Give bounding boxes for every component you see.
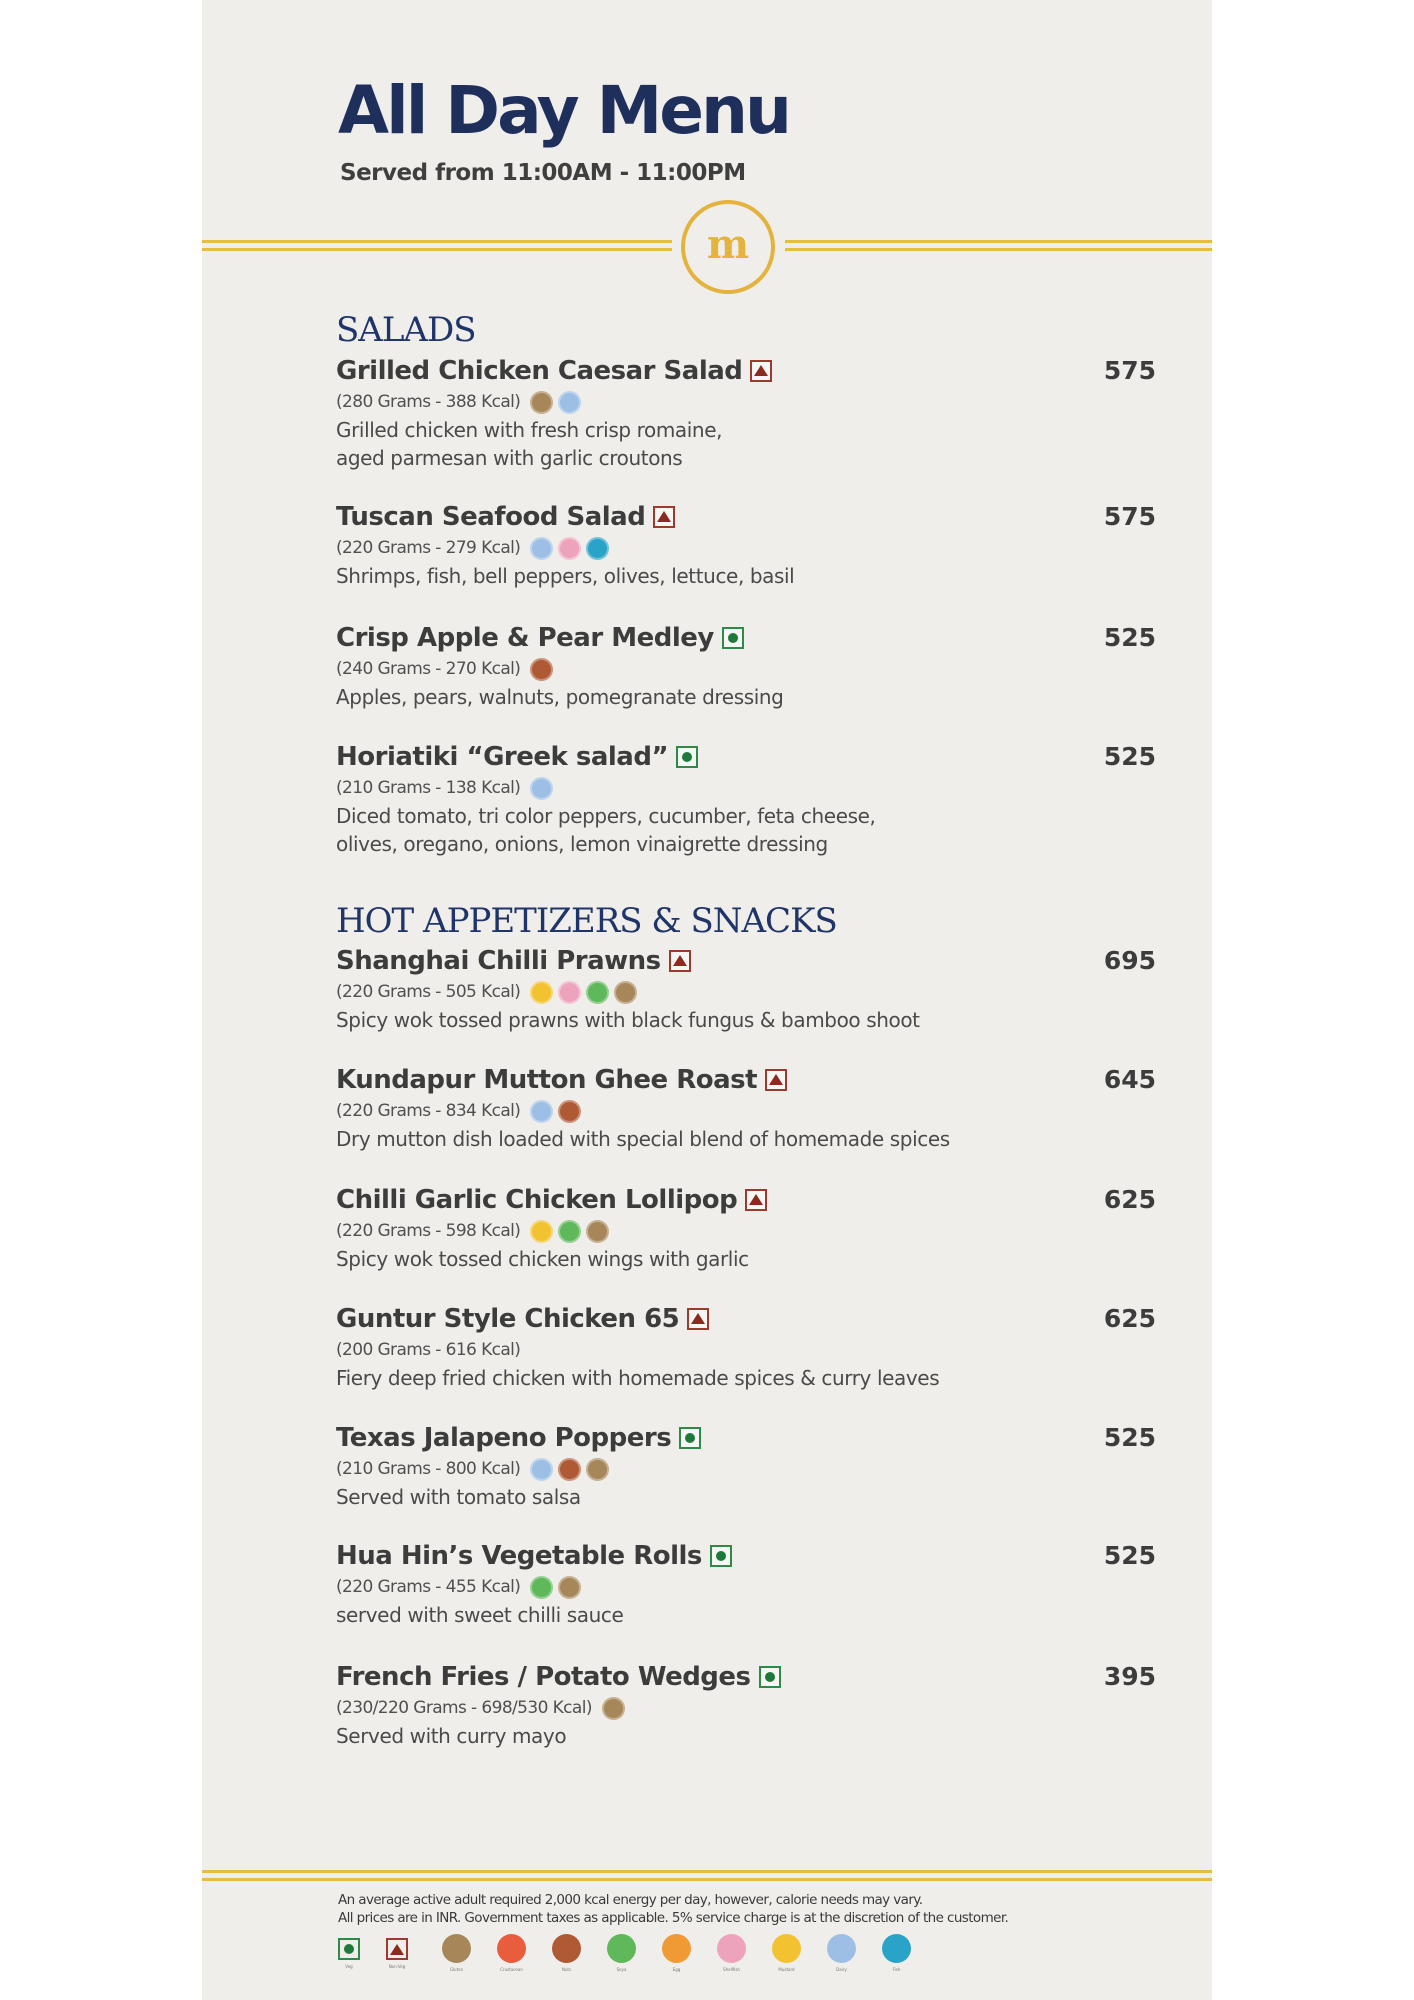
allergen-i-icon [586,537,609,560]
legend-label: Dairy [836,1967,847,1972]
allergen-e-icon [662,1934,691,1963]
item-portion-calories: (210 Grams - 800 Kcal) [336,1459,521,1479]
item-name: Kundapur Mutton Ghee Roast [336,1065,758,1095]
item-portion-calories: (280 Grams - 388 Kcal) [336,392,521,412]
item-name: Chilli Garlic Chicken Lollipop [336,1185,738,1215]
item-meta-row [336,774,1156,802]
allergen-icons [520,1100,581,1123]
item-price: 645 [1103,1065,1156,1094]
footer-divider [202,1878,1212,1881]
legend-item [717,1934,746,1972]
allergen-h-icon [530,777,553,800]
item-portion-calories: (210 Grams - 138 Kcal) [336,778,521,798]
allergen-a-icon [602,1697,625,1720]
allergen-a-icon [530,391,553,414]
allergen-h-icon [530,1458,553,1481]
allergen-icons [592,1697,625,1720]
item-name-row [336,1302,1156,1336]
item-meta-row [336,655,1156,683]
section-title-hot-appetizers: HOT APPETIZERS & SNACKS [336,901,837,941]
non-veg-icon [386,1938,408,1960]
allergen-icons [520,537,609,560]
menu-item [336,1421,1156,1511]
menu-item [336,1539,1156,1629]
allergen-d-icon [607,1934,636,1963]
header-divider [202,248,672,251]
item-price: 525 [1103,623,1156,652]
allergen-icons [520,1220,609,1243]
footer-note-prices: All prices are in INR. Government taxes as applicable. 5% service charge is at the discretion of the customer. [338,1910,1009,1926]
item-price: 525 [1103,1423,1156,1452]
item-description: olives, oregano, onions, lemon vinaigrette dressing [336,832,828,856]
item-name: Tuscan Seafood Salad [336,502,646,532]
legend-item [827,1934,856,1972]
allergen-icons [520,1458,609,1481]
allergen-legend [338,1934,937,1972]
veg-icon [759,1666,781,1688]
allergen-icons [520,391,581,414]
item-description: Fiery deep fried chicken with homemade spices & curry leaves [336,1366,940,1390]
serving-hours: Served from 11:00AM - 11:00PM [340,160,746,186]
legend-label: Non-Veg [388,1964,406,1969]
item-meta-row [336,534,1156,562]
item-name: Horiatiki “Greek salad” [336,742,669,772]
allergen-d-icon [558,1220,581,1243]
item-meta-row [336,978,1156,1006]
menu-item [336,1660,1156,1750]
item-portion-calories: (220 Grams - 598 Kcal) [336,1221,521,1241]
allergen-a-icon [442,1934,471,1963]
legend-item [442,1934,471,1972]
allergen-icons [520,981,637,1004]
non-veg-icon [669,950,691,972]
item-description: Shrimps, fish, bell peppers, olives, lettuce, basil [336,564,795,588]
item-name-row [336,621,1156,655]
allergen-a-icon [558,1576,581,1599]
item-meta-row [336,1694,1156,1722]
allergen-h-icon [827,1934,856,1963]
footer-note-calories: An average active adult required 2,000 kcal energy per day, however, calorie needs may vary. [338,1892,923,1908]
item-name-row [336,1539,1156,1573]
item-portion-calories: (200 Grams - 616 Kcal) [336,1340,521,1360]
allergen-g-icon [530,981,553,1004]
allergen-a-icon [586,1220,609,1243]
item-meta-row [336,1217,1156,1245]
menu-item [336,1183,1156,1273]
legend-label: Shellfish [723,1967,740,1972]
menu-item [336,621,1156,711]
menu-item [336,944,1156,1034]
item-name: Grilled Chicken Caesar Salad [336,356,743,386]
item-price: 525 [1103,742,1156,771]
legend-label: Veg [345,1964,353,1969]
veg-icon [679,1427,701,1449]
section-title-salads: SALADS [336,310,476,350]
menu-item [336,1063,1156,1153]
menu-item [336,740,1156,858]
header-divider [785,240,1212,243]
item-name: Guntur Style Chicken 65 [336,1304,680,1334]
allergen-f-icon [558,981,581,1004]
legend-label: Egg [672,1967,681,1972]
item-name-row [336,354,1156,388]
allergen-h-icon [558,391,581,414]
non-veg-icon [653,506,675,528]
item-price: 625 [1103,1185,1156,1214]
allergen-b-icon [497,1934,526,1963]
logo-letter: m [706,220,750,268]
item-name-row [336,500,1156,534]
item-description: Served with curry mayo [336,1724,567,1748]
non-veg-icon [687,1308,709,1330]
header-divider [785,248,1212,251]
legend-item [882,1934,911,1972]
allergen-f-icon [717,1934,746,1963]
item-name-row [336,1660,1156,1694]
allergen-h-icon [530,1100,553,1123]
item-meta-row [336,1455,1156,1483]
menu-item [336,500,1156,590]
item-meta-row [336,1573,1156,1601]
menu-page [202,0,1212,2000]
item-portion-calories: (220 Grams - 505 Kcal) [336,982,521,1002]
header-divider [202,240,672,243]
legend-item [607,1934,636,1972]
item-name-row [336,1183,1156,1217]
item-price: 695 [1103,946,1156,975]
item-name-row [336,944,1156,978]
allergen-c-icon [552,1934,581,1963]
allergen-g-icon [772,1934,801,1963]
item-portion-calories: (220 Grams - 834 Kcal) [336,1101,521,1121]
item-description: served with sweet chilli sauce [336,1603,624,1627]
allergen-i-icon [882,1934,911,1963]
item-price: 575 [1103,502,1156,531]
allergen-g-icon [530,1220,553,1243]
item-portion-calories: (220 Grams - 455 Kcal) [336,1577,521,1597]
veg-icon [676,746,698,768]
item-portion-calories: (220 Grams - 279 Kcal) [336,538,521,558]
legend-item [772,1934,801,1972]
brand-logo [681,200,775,294]
item-description: Apples, pears, walnuts, pomegranate dressing [336,685,784,709]
allergen-h-icon [530,537,553,560]
allergen-a-icon [586,1458,609,1481]
item-price: 625 [1103,1304,1156,1333]
legend-label: Crustacean [500,1967,523,1972]
item-description: Dry mutton dish loaded with special blend of homemade spices [336,1127,950,1151]
allergen-icons [520,1576,581,1599]
item-description: Served with tomato salsa [336,1485,581,1509]
legend-label: Fish [892,1967,901,1972]
item-name: Shanghai Chilli Prawns [336,946,661,976]
legend-label: Nuts [561,1967,572,1972]
item-price: 575 [1103,356,1156,385]
item-name: French Fries / Potato Wedges [336,1662,751,1692]
legend-item [662,1934,691,1972]
allergen-c-icon [530,658,553,681]
allergen-icons [520,777,553,800]
item-description: Spicy wok tossed chicken wings with garlic [336,1247,749,1271]
item-description: Grilled chicken with fresh crisp romaine, [336,418,723,442]
allergen-c-icon [558,1100,581,1123]
allergen-d-icon [586,981,609,1004]
item-price: 395 [1103,1662,1156,1691]
legend-label: Soya [616,1967,627,1972]
item-name: Texas Jalapeno Poppers [336,1423,672,1453]
item-name: Crisp Apple & Pear Medley [336,623,714,653]
item-description: Spicy wok tossed prawns with black fungus & bamboo shoot [336,1008,920,1032]
footer-divider [202,1870,1212,1873]
item-name-row [336,1063,1156,1097]
legend-label: Mustard [778,1967,795,1972]
menu-item [336,354,1156,472]
item-description: Diced tomato, tri color peppers, cucumber, feta cheese, [336,804,876,828]
legend-label: Gluten [449,1967,464,1972]
non-veg-icon [745,1189,767,1211]
item-meta-row [336,1097,1156,1125]
allergen-d-icon [530,1576,553,1599]
legend-item [552,1934,581,1972]
non-veg-icon [750,360,772,382]
item-portion-calories: (240 Grams - 270 Kcal) [336,659,521,679]
allergen-c-icon [558,1458,581,1481]
non-veg-icon [765,1069,787,1091]
item-name-row [336,1421,1156,1455]
allergen-icons [520,658,553,681]
item-meta-row [336,1336,1156,1364]
item-description: aged parmesan with garlic croutons [336,446,683,470]
allergen-a-icon [614,981,637,1004]
item-name-row [336,740,1156,774]
allergen-f-icon [558,537,581,560]
item-name: Hua Hin’s Vegetable Rolls [336,1541,702,1571]
veg-icon [722,627,744,649]
page-title: All Day Menu [338,72,790,149]
legend-item [338,1934,360,1969]
legend-item [497,1934,526,1972]
legend-item [386,1934,408,1969]
veg-icon [338,1938,360,1960]
item-meta-row [336,388,1156,416]
menu-item [336,1302,1156,1392]
item-price: 525 [1103,1541,1156,1570]
item-portion-calories: (230/220 Grams - 698/530 Kcal) [336,1698,592,1718]
veg-icon [710,1545,732,1567]
